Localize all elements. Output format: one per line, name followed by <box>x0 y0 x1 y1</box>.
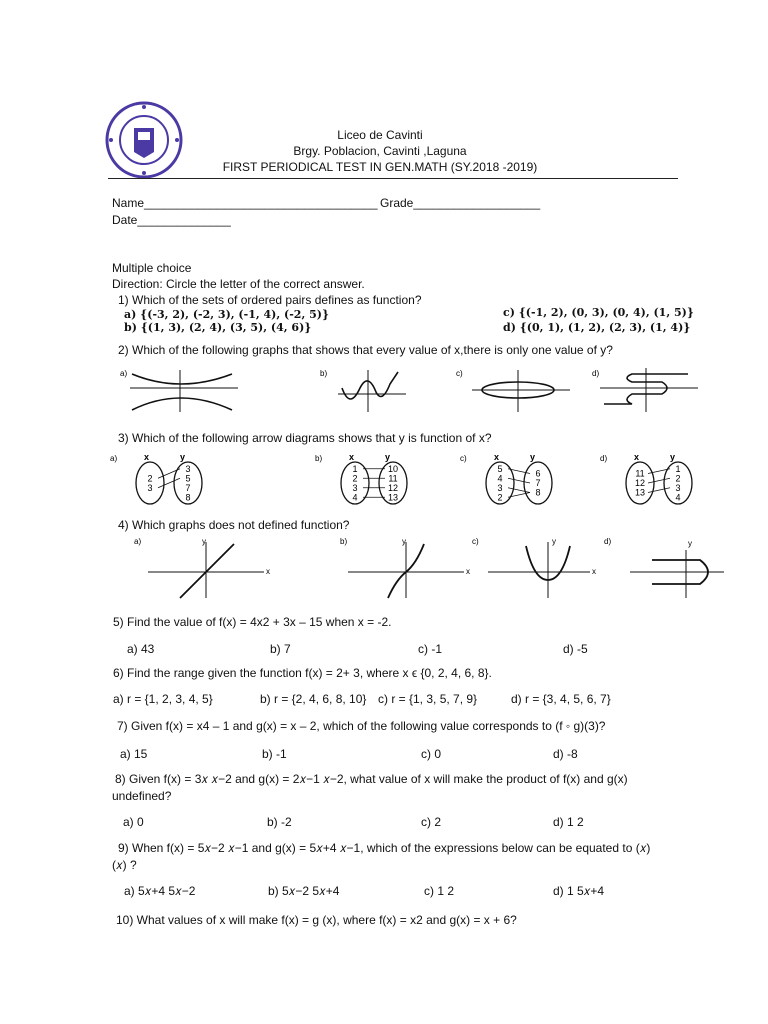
grade-field[interactable]: Grade___________________ <box>380 196 541 210</box>
test-title: FIRST PERIODICAL TEST IN GEN.MATH (SY.2018 -2019) <box>222 160 538 174</box>
q3-xlabel-a: x <box>144 452 150 462</box>
school-seal <box>104 100 184 180</box>
q1-option-c[interactable]: c) {(-1, 2), (0, 3), (0, 4), (1, 5)} <box>503 306 694 319</box>
q3-range-value-d: 3 <box>675 482 681 493</box>
q7-option-d[interactable]: d) -8 <box>553 747 578 761</box>
q3-text: 3) Which of the following arrow diagrams shows that y is function of x? <box>118 431 492 445</box>
q4-ylabel-a: y <box>202 537 206 546</box>
q4-label-b: b) <box>340 537 348 546</box>
q2-label-a: a) <box>120 369 128 378</box>
q3-diagram-a[interactable] <box>110 452 202 504</box>
q3-diagram-d[interactable] <box>600 452 692 504</box>
q3-domain-value-d: 13 <box>634 487 646 498</box>
q8-option-c[interactable]: c) 2 <box>421 815 442 829</box>
q3-domain-value-c: 4 <box>497 473 503 484</box>
q3-range-value-d: 1 <box>675 463 681 474</box>
q6-text: 6) Find the range given the function f(x) = 2+ 3, where x ϵ {0, 2, 4, 6, 8}. <box>113 666 492 680</box>
q5-option-d[interactable]: d) -5 <box>563 642 588 656</box>
q4-ylabel-b: y <box>402 537 406 546</box>
q4-label-c: c) <box>472 537 479 546</box>
q8-text-line1: 8) Given f(x) = 3𝑥 𝑥−2 and g(x) = 2𝑥−1 𝑥−2, what value of x will make the product of f(x) and g(x) <box>115 772 628 786</box>
q4-text: 4) Which graphs does not defined function? <box>118 518 350 532</box>
q3-xlabel-b: x <box>349 452 355 462</box>
q3-range-value-b: 10 <box>387 463 399 474</box>
name-field[interactable]: Name___________________________________ <box>112 196 378 210</box>
q7-text: 7) Given f(x) = x4 – 1 and g(x) = x – 2, which of the following value corresponds to (f ◦ g)(3)? <box>117 719 606 733</box>
q3-ylabel-b: y <box>385 452 391 462</box>
q3-domain-value-b: 1 <box>352 463 358 474</box>
q3-range-value-d: 2 <box>675 473 681 484</box>
q1-option-b[interactable]: b) {(1, 3), (2, 4), (3, 5), (4, 6)} <box>124 321 312 334</box>
q4-graph-b[interactable] <box>336 536 476 600</box>
header-rule <box>108 178 678 179</box>
q1-text: 1) Which of the sets of ordered pairs defines as function? <box>118 293 422 307</box>
q6-option-a[interactable]: a) r = {1, 2, 3, 4, 5} <box>113 692 213 706</box>
q2-label-b: b) <box>320 369 328 378</box>
q6-option-c[interactable]: c) r = {1, 3, 5, 7, 9} <box>378 692 478 706</box>
q10-text: 10) What values of x will make f(x) = g (x), where f(x) = x2 and g(x) = x + 6? <box>116 913 517 927</box>
q3-domain-value-d: 12 <box>634 478 646 488</box>
q3-mapping-arrow-d <box>648 478 670 483</box>
q8-option-a[interactable]: a) 0 <box>123 815 144 829</box>
section-title: Multiple choice <box>112 261 192 275</box>
q3-diagram-b[interactable] <box>315 452 407 504</box>
q2-graph-d[interactable] <box>592 366 702 414</box>
q4-label-a: a) <box>134 537 142 546</box>
q4-xlabel-a: x <box>266 567 270 576</box>
q8-option-d[interactable]: d) 1 2 <box>553 815 584 829</box>
q2-graph-a[interactable] <box>120 366 240 414</box>
q3-range-value-c: 6 <box>535 468 541 479</box>
q3-domain-value-c: 2 <box>497 492 503 503</box>
q3-domain-value-b: 4 <box>352 492 358 503</box>
q5-option-a[interactable]: a) 43 <box>127 642 155 656</box>
q7-option-b[interactable]: b) -1 <box>262 747 287 761</box>
q5-option-c[interactable]: c) -1 <box>418 642 442 656</box>
q3-domain-value-c: 5 <box>497 463 503 474</box>
q4-graph-d[interactable] <box>600 536 730 600</box>
school-address: Brgy. Poblacion, Cavinti ,Laguna <box>293 144 467 158</box>
q1-option-a[interactable]: a) {(-3, 2), (-2, 3), (-1, 4), (-2, 5)} <box>124 308 330 321</box>
q9-text-line1: 9) When f(x) = 5𝑥−2 𝑥−1 and g(x) = 5𝑥+4 𝑥−1, which of the expressions below can be equated to (𝑥) <box>118 841 651 855</box>
q7-option-a[interactable]: a) 15 <box>120 747 148 761</box>
q2-graph-c[interactable] <box>452 366 572 414</box>
q3-xlabel-c: x <box>494 452 500 462</box>
q4-graph-c[interactable] <box>470 536 600 600</box>
q9-option-a[interactable]: a) 5𝑥+4 5𝑥−2 <box>124 884 196 898</box>
q3-xlabel-d: x <box>634 452 640 462</box>
q4-ylabel-c: y <box>552 537 556 546</box>
q3-ylabel-d: y <box>670 452 676 462</box>
q6-option-b[interactable]: b) r = {2, 4, 6, 8, 10} <box>260 692 367 706</box>
q3-ylabel-a: y <box>180 452 186 462</box>
q3-range-value-b: 13 <box>387 492 399 503</box>
q3-domain-value-d: 11 <box>635 468 645 479</box>
q3-mapping-arrow-a <box>158 478 180 488</box>
q3-domain-value-b: 2 <box>352 473 358 484</box>
q1-option-d[interactable]: d) {(0, 1), (1, 2), (2, 3), (1, 4)} <box>503 321 691 334</box>
q5-text: 5) Find the value of f(x) = 4x2 + 3x – 15 when x = -2. <box>113 615 392 629</box>
q3-range-value-b: 12 <box>387 482 399 493</box>
q2-graph-b[interactable] <box>320 366 410 414</box>
school-name: Liceo de Cavinti <box>337 128 423 142</box>
q3-mapping-arrow-c <box>508 478 530 483</box>
q2-text: 2) Which of the following graphs that shows that every value of x,there is only one value of y? <box>118 343 613 357</box>
q3-range-value-d: 4 <box>675 492 681 503</box>
q4-label-d: d) <box>604 537 612 546</box>
q8-text-line2: undefined? <box>112 789 172 803</box>
q3-range-value-a: 8 <box>185 492 191 503</box>
q3-range-value-c: 8 <box>535 487 541 498</box>
q4-ylabel-d: y <box>688 539 692 548</box>
q3-label-d: d) <box>600 454 608 463</box>
q3-mapping-arrow-d <box>648 488 670 493</box>
q2-label-d: d) <box>592 369 600 378</box>
q9-option-d[interactable]: d) 1 5𝑥+4 <box>553 884 605 898</box>
q3-arrow-diagrams <box>110 452 730 508</box>
q3-diagram-c[interactable] <box>460 452 552 504</box>
q3-domain-value-a: 3 <box>147 482 153 493</box>
q3-range-value-c: 7 <box>535 478 541 488</box>
q4-xlabel-c: x <box>592 567 596 576</box>
q9-option-c[interactable]: c) 1 2 <box>424 884 455 898</box>
q4-xlabel-b: x <box>466 567 470 576</box>
q3-range-value-b: 11 <box>388 473 398 484</box>
q3-mapping-arrow-c <box>508 488 530 493</box>
q8-option-b[interactable]: b) -2 <box>267 815 292 829</box>
q3-range-value-a: 7 <box>185 482 191 493</box>
q9-text-line2: (𝑥) ? <box>112 858 137 872</box>
q3-ylabel-c: y <box>530 452 536 462</box>
q7-option-c[interactable]: c) 0 <box>421 747 442 761</box>
q3-label-b: b) <box>315 454 323 463</box>
q4-graph-a[interactable] <box>130 536 280 600</box>
q3-domain-value-a: 2 <box>147 473 153 484</box>
q3-range-value-a: 5 <box>185 473 191 484</box>
directions: Direction: Circle the letter of the correct answer. <box>112 277 365 291</box>
q3-label-a: a) <box>110 454 118 463</box>
q6-option-d[interactable]: d) r = {3, 4, 5, 6, 7} <box>511 692 611 706</box>
q3-label-c: c) <box>460 454 467 463</box>
q3-range-value-a: 3 <box>185 463 191 474</box>
date-field[interactable]: Date______________ <box>112 213 231 227</box>
q5-option-b[interactable]: b) 7 <box>270 642 291 656</box>
q9-option-b[interactable]: b) 5𝑥−2 5𝑥+4 <box>268 884 340 898</box>
q3-domain-value-b: 3 <box>352 482 358 493</box>
q2-label-c: c) <box>456 369 463 378</box>
q3-domain-value-c: 3 <box>497 482 503 493</box>
